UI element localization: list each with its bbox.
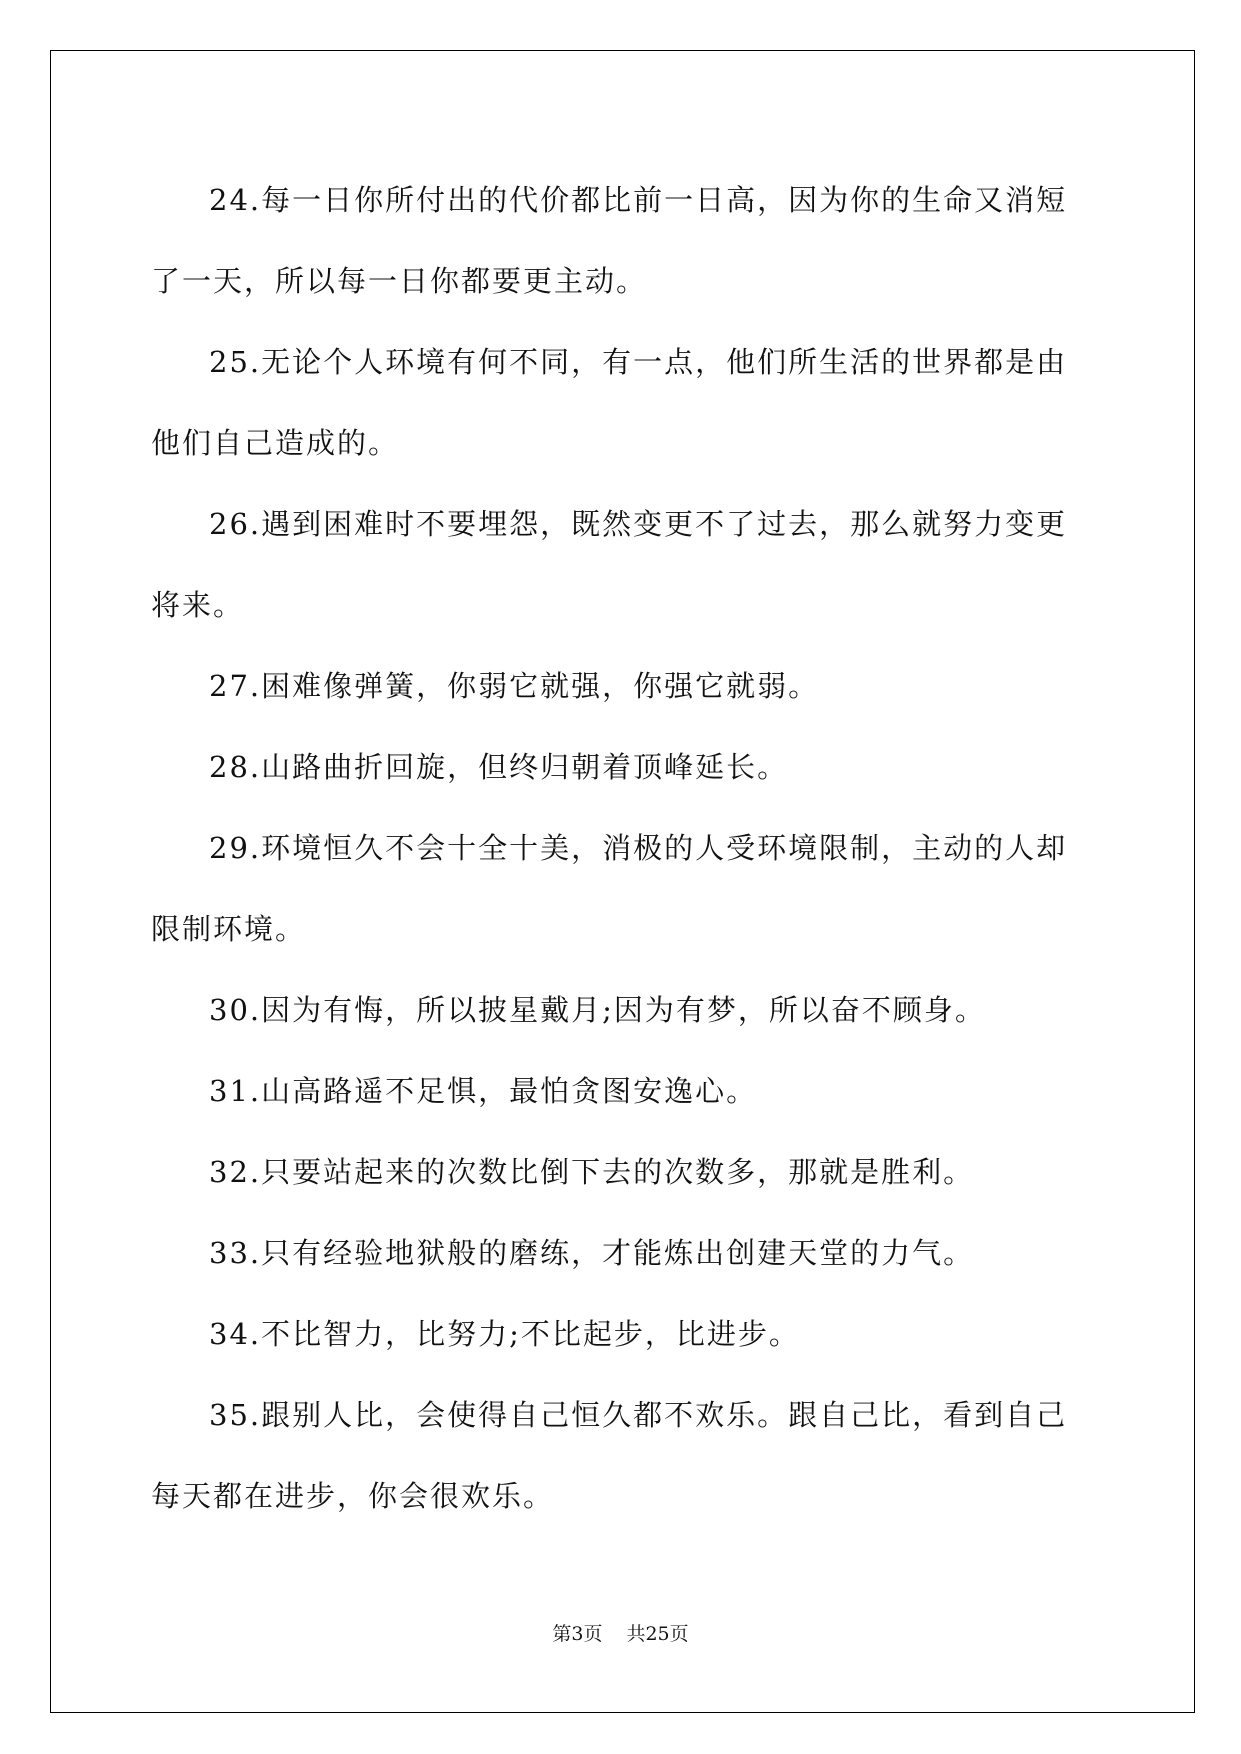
paragraph-34: 34.不比智力，比努力;不比起步，比进步。 xyxy=(209,1317,800,1351)
paragraph-25: 25.无论个人环境有何不同，有一点，他们所生活的世界都是由他们自己造成的。 xyxy=(151,345,1068,460)
paragraph-32: 32.只要站起来的次数比倒下去的次数多，那就是胜利。 xyxy=(209,1155,975,1189)
page-footer xyxy=(0,1619,1241,1646)
document-body xyxy=(151,160,1093,1537)
paragraph-27: 27.困难像弹簧，你弱它就强，你强它就弱。 xyxy=(209,669,820,703)
paragraph-30: 30.因为有悔，所以披星戴月;因为有梦，所以奋不顾身。 xyxy=(209,993,986,1027)
paragraph-28: 28.山路曲折回旋，但终归朝着顶峰延长。 xyxy=(209,750,789,784)
paragraph-35: 35.跟别人比，会使得自己恒久都不欢乐。跟自己比，看到自己每天都在进步，你会很欢乐。 xyxy=(151,1398,1068,1513)
paragraph-31: 31.山高路遥不足惧，最怕贪图安逸心。 xyxy=(209,1074,758,1108)
page-number: 第3页 xyxy=(552,1623,603,1645)
paragraph-33: 33.只有经验地狱般的磨练，才能炼出创建天堂的力气。 xyxy=(209,1236,975,1270)
paragraph-26: 26.遇到困难时不要埋怨，既然变更不了过去，那么就努力变更将来。 xyxy=(151,507,1068,622)
page-total: 共25页 xyxy=(626,1623,689,1645)
paragraph-29: 29.环境恒久不会十全十美，消极的人受环境限制，主动的人却限制环境。 xyxy=(151,831,1068,946)
paragraph-24: 24.每一日你所付出的代价都比前一日高，因为你的生命又消短了一天，所以每一日你都要更主动。 xyxy=(151,183,1068,298)
